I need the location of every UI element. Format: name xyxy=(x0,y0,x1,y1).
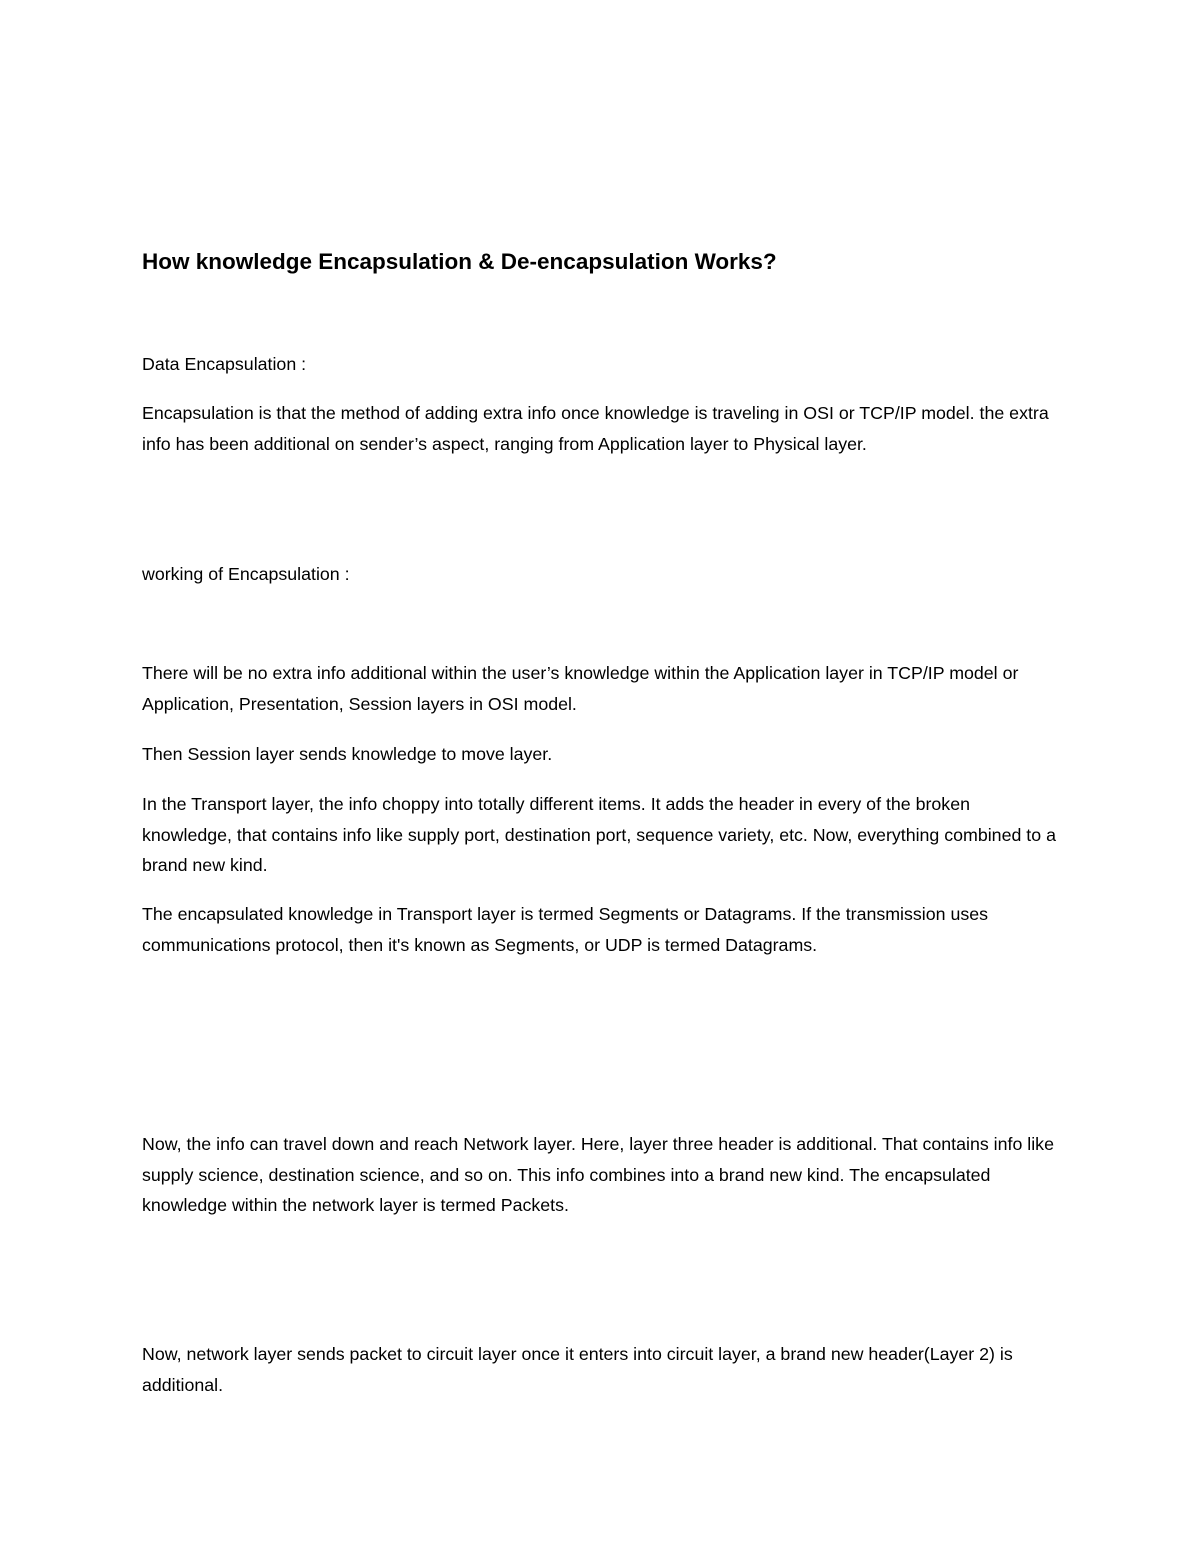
paragraph-transport-layer: In the Transport layer, the info choppy into totally different items. It adds the header in every of the broken knowledge, that contains info like supply port, destination port, sequence variety, etc. Now, everything combined to a brand new kind. xyxy=(142,794,1056,875)
paragraph-encapsulation-definition: Encapsulation is that the method of adding extra info once knowledge is traveling in OSI or TCP/IP model. the extra info has been additional on sender’s aspect, ranging from Application layer to Physical layer. xyxy=(142,403,1049,454)
section-heading-data-encapsulation: Data Encapsulation : xyxy=(142,354,307,374)
paragraph-session-layer: Then Session layer sends knowledge to move layer. xyxy=(142,744,553,764)
paragraph-network-layer: Now, the info can travel down and reach Network layer. Here, layer three header is additional. That contains info like supply science, destination science, and so on. This info combines into a brand new kind. The encapsulated knowledge within the network layer is termed Packets. xyxy=(142,1134,1054,1215)
section-heading-working-of-encapsulation: working of Encapsulation : xyxy=(142,564,350,584)
paragraph-segments-datagrams: The encapsulated knowledge in Transport layer is termed Segments or Datagrams. If the transmission uses communications protocol, then it's known as Segments, or UDP is termed Datagrams. xyxy=(142,904,989,955)
document-title: How knowledge Encapsulation & De-encapsulation Works? xyxy=(142,249,777,274)
paragraph-application-layer: There will be no extra info additional within the user’s knowledge within the Application layer in TCP/IP model or Application, Presentation, Session layers in OSI model. xyxy=(142,663,1019,714)
paragraph-circuit-layer: Now, network layer sends packet to circuit layer once it enters into circuit layer, a brand new header(Layer 2) is additional. xyxy=(142,1344,1013,1395)
